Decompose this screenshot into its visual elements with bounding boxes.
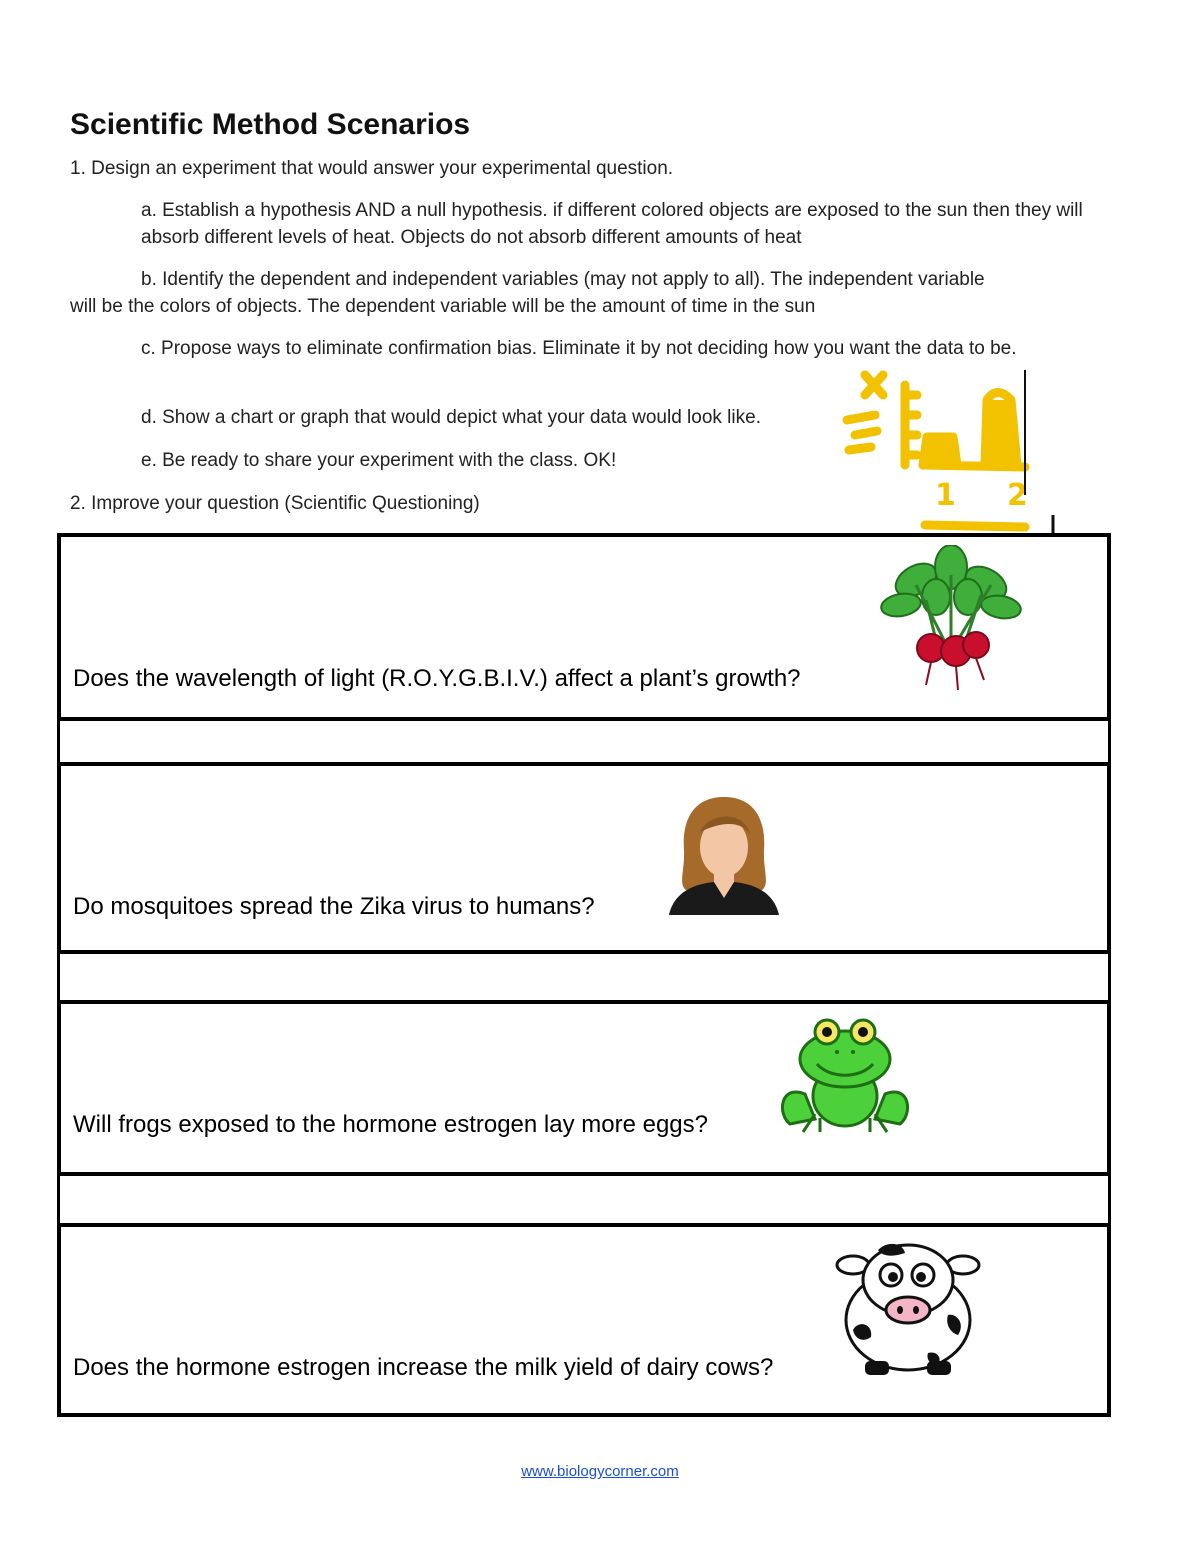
woman-avatar-icon (664, 792, 784, 917)
question-1: 1. Design an experiment that would answer your experimental question. (70, 158, 674, 179)
item-b-line-2: will be the colors of objects. The dependent variable will be the amount of time in the sun (70, 296, 816, 317)
handwritten-chart-sketch (835, 365, 1065, 545)
item-a: a. Establish a hypothesis AND a null hypothesis. if different colored objects are exposed to the sun then they will absorb different levels of heat. Objects do not absorb different amounts of heat (141, 200, 1083, 248)
page-title: Scientific Method Scenarios (70, 108, 471, 141)
scribble-mark (865, 375, 883, 395)
radish-plant-icon (876, 545, 1026, 690)
scenario-box-2 (57, 762, 1111, 954)
scenario-question-2: Do mosquitoes spread the Zika virus to humans? (73, 893, 595, 920)
item-b-line-1: b. Identify the dependent and independent variables (may not apply to all). The independent variable (141, 269, 985, 290)
scribble-mark (847, 415, 877, 450)
item-c: c. Propose ways to eliminate confirmation bias. Eliminate it by not deciding how you want the data to be. (141, 338, 1017, 359)
spacer-row-1 (57, 721, 1111, 762)
item-d: d. Show a chart or graph that would depict what your data would look like. (141, 407, 761, 428)
sketch-bar-1-fill (925, 440, 955, 465)
spacer-row-3 (57, 1176, 1111, 1223)
footer-website-link[interactable]: www.biologycorner.com (521, 1463, 679, 1480)
scenario-box-1 (57, 533, 1111, 721)
frog-icon (775, 1014, 915, 1134)
scenario-question-1: Does the wavelength of light (R.O.Y.G.B.I.V.) affect a plant’s growth? (73, 665, 801, 692)
sketch-label-2: 2 (1007, 478, 1028, 513)
scenario-box-4 (57, 1223, 1111, 1417)
scenario-box-3 (57, 1000, 1111, 1176)
item-e: e. Be ready to share your experiment with the class. OK! (141, 450, 617, 471)
question-2: 2. Improve your question (Scientific Questioning) (70, 493, 480, 514)
spacer-row-2 (57, 954, 1111, 1000)
sketch-x-axis (923, 465, 1025, 467)
scribble-mark (925, 525, 1025, 527)
scenario-question-3: Will frogs exposed to the hormone estrogen lay more eggs? (73, 1111, 709, 1138)
sketch-label-1: 1 (935, 478, 956, 513)
sketch-bar-2-fill (987, 400, 1015, 465)
cow-icon (833, 1235, 983, 1380)
scenario-question-4: Does the hormone estrogen increase the milk yield of dairy cows? (73, 1354, 774, 1381)
